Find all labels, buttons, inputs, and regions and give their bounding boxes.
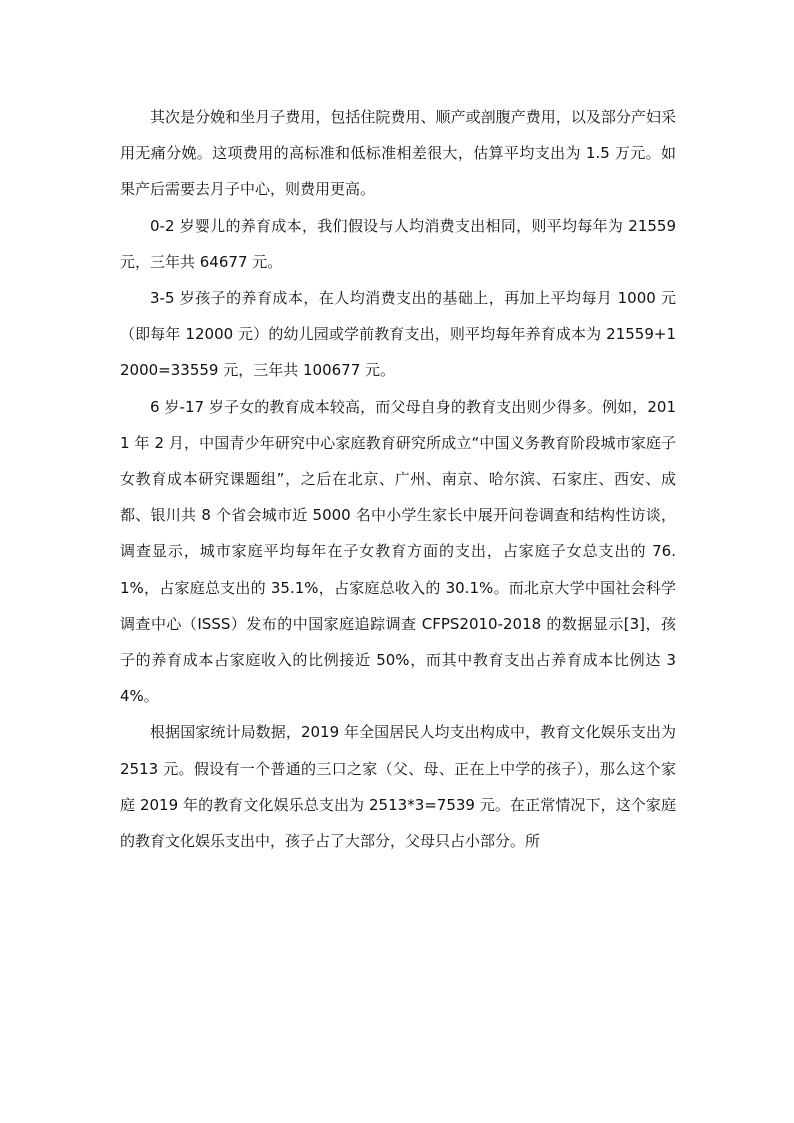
paragraph-education-costs: 6 岁-17 岁子女的教育成本较高，而父母自身的教育支出则少得多。例如，2011 年 2 月，中国青少年研究中心家庭教育研究所成立“中国义务教育阶段城市家庭子女教育成本研究课题组”，之后在北京、广州、南京、哈尔滨、石家庄、西安、成都、银川共 8 个省会城市近 5000 名中小学生家长中展开问卷调查和结构性访谈，调查显示，城市家庭平均每年在子女教育方面的支出，占家庭子女总支出的 76.1%，占家庭总支出的 35.1%，占家庭总收入的 30.1%。而北京大学中国社会科学调查中心（ISSS）发布的中国家庭追踪调查 CFPS2010-2018 的数据显示[3]，孩子的养育成本占家庭收入的比例接近 50%，而其中教育支出占养育成本比例达 34%。 xyxy=(120,397,676,706)
paragraph-childbirth-costs: 其次是分娩和坐月子费用，包括住院费用、顺产或剖腹产费用，以及部分产妇采用无痛分娩。这项费用的高标准和低标准相差很大，估算平均支出为 1.5 万元。如果产后需要去月子中心，则费用更高。 xyxy=(120,108,676,199)
document-body xyxy=(120,99,676,859)
paragraph-infant-costs: 0-2 岁婴儿的养育成本，我们假设与人均消费支出相同，则平均每年为 21559 元，三年共 64677 元。 xyxy=(120,216,676,271)
paragraph-national-statistics: 根据国家统计局数据，2019 年全国居民人均支出构成中，教育文化娱乐支出为 2513 元。假设有一个普通的三口之家（父、母、正在上中学的孩子），那么这个家庭 2019 年的教育文化娱乐总支出为 2513*3=7539 元。在正常情况下，这个家庭的教育文化娱乐支出中，孩子占了大部分，父母只占小部分。所 xyxy=(120,723,676,851)
paragraph-preschool-costs: 3-5 岁孩子的养育成本，在人均消费支出的基础上，再加上平均每月 1000 元（即每年 12000 元）的幼儿园或学前教育支出，则平均每年养育成本为 21559+12000=33559 元，三年共 100677 元。 xyxy=(120,289,676,380)
